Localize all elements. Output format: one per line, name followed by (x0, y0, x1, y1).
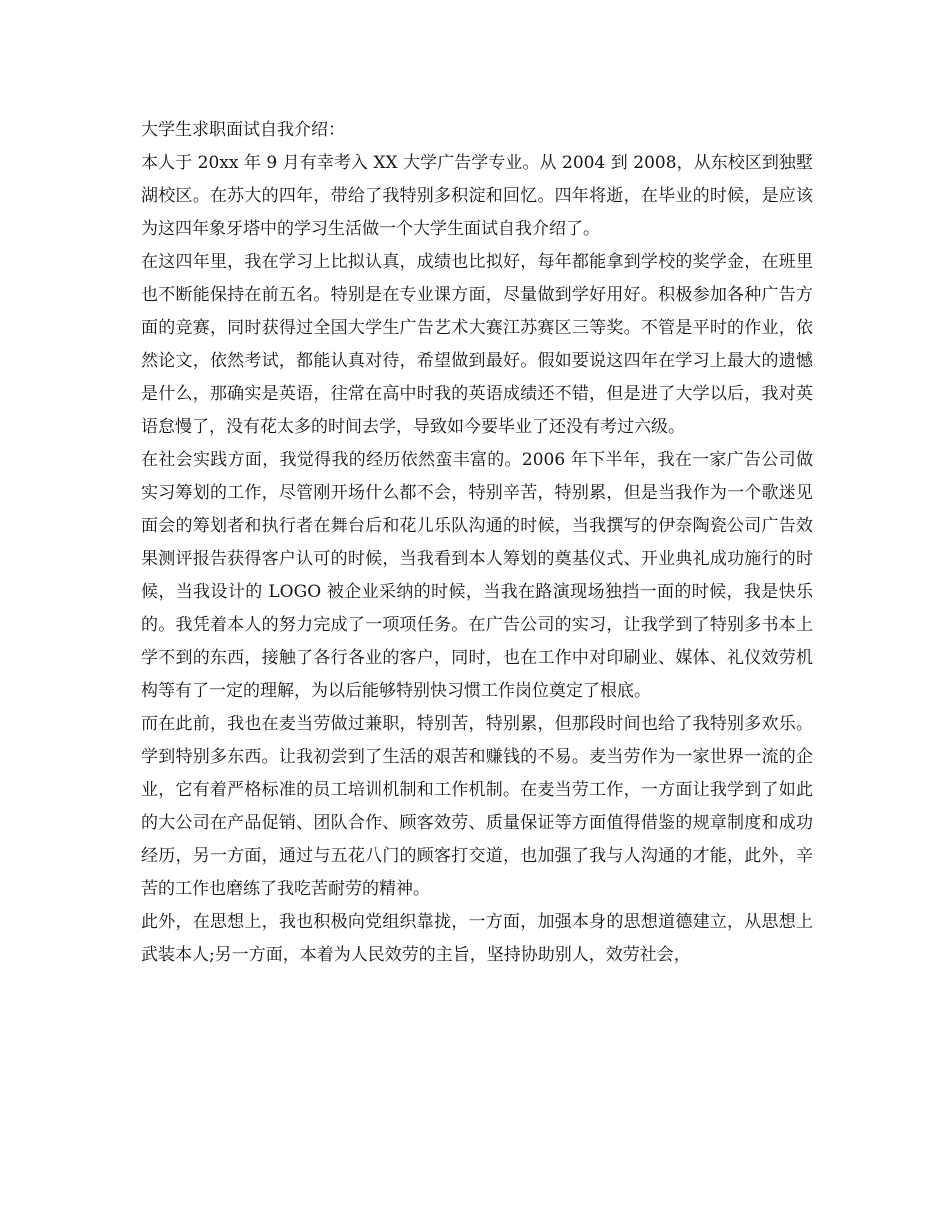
document-body (141, 114, 813, 972)
paragraph-mcdonalds: 而在此前，我也在麦当劳做过兼职，特别苦，特别累，但那段时间也给了我特别多欢乐。学到特别多东西。让我初尝到了生活的艰苦和赚钱的不易。麦当劳作为一家世界一流的企业，它有着严格标准的员工培训机制和工作机制。在麦当劳工作，一方面让我学到了如此的大公司在产品促销、团队合作、顾客效劳、质量保证等方面值得借鉴的规章制度和成功经历，另一方面，通过与五花八门的顾客打交道，也加强了我与人沟通的才能，此外，辛苦的工作也磨练了我吃苦耐劳的精神。 (141, 714, 813, 899)
paragraph-academics: 在这四年里，我在学习上比拟认真，成绩也比拟好，每年都能拿到学校的奖学金，在班里也不断能保持在前五名。特别是在专业课方面，尽量做到学好用好。积极参加各种广告方面的竞赛，同时获得过全国大学生广告艺术大赛江苏赛区三等奖。不管是平时的作业，依然论文，依然考试，都能认真对待，希望做到最好。假如要说这四年在学习上最大的遗憾是什么，那确实是英语，往常在高中时我的英语成绩还不错，但是进了大学以后，我对英语怠慢了，没有花太多的时间去学，导致如今要毕业了还没有考过六级。 (141, 252, 813, 437)
paragraph-ideology: 此外，在思想上，我也积极向党组织靠拢，一方面，加强本身的思想道德建立，从思想上武装本人;另一方面，本着为人民效劳的主旨，坚持协助别人，效劳社会， (141, 912, 813, 965)
paragraph-social-practice: 在社会实践方面，我觉得我的经历依然蛮丰富的。2006 年下半年，我在一家广告公司做实习筹划的工作，尽管刚开场什么都不会，特别辛苦，特别累，但是当我作为一个歌迷见面会的筹划者和执行者在舞台后和花儿乐队沟通的时候，当我撰写的伊奈陶瓷公司广告效果测评报告获得客户认可的时候，当我看到本人筹划的奠基仪式、开业典礼成功施行的时候，当我设计的 LOGO 被企业采纳的时候，当我在路演现场独挡一面的时候，我是快乐的。我凭着本人的努力完成了一项项任务。在广告公司的实习，让我学到了特别多书本上学不到的东西，接触了各行各业的客户，同时，也在工作中对印刷业、媒体、礼仪效劳机构等有了一定的理解，为以后能够特别快习惯工作岗位奠定了根底。 (141, 450, 813, 701)
paragraph-admission: 本人于 20xx 年 9 月有幸考入 XX 大学广告学专业。从 2004 到 2008，从东校区到独墅湖校区。在苏大的四年，带给了我特别多积淀和回忆。四年将逝，在毕业的时候，是应该为这四年象牙塔中的学习生活做一个大学生面试自我介绍了。 (141, 153, 813, 239)
document-title: 大学生求职面试自我介绍： (141, 120, 345, 140)
